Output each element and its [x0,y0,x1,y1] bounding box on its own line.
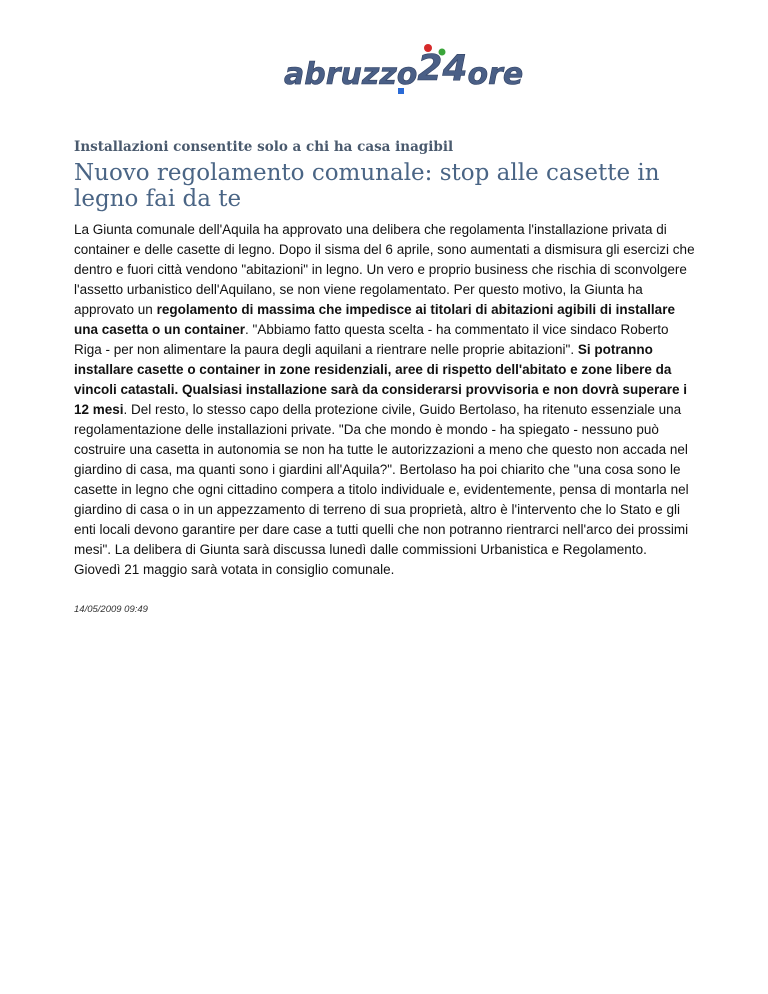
article-body [74,220,696,580]
logo-text-left: abruzzo [284,57,418,92]
logo-text-right: ore [467,57,524,92]
body-text-3: . Del resto, lo stesso capo della protezione civile, Guido Bertolaso, ha ritenuto essenziale una regolamentazione delle installazioni private. "Da che mondo è mondo - ha spiegato - nessuno può costruire una casetta in autonomia se non ha tutte le autorizzazioni a meno che questo non accada nel giardino di casa, ma quanti sono i giardini all'Aquila?". Bertolaso ha poi chiarito che "una cosa sono le casette in legno che ogni cittadino compera a titolo individuale e, evidentemente, pensa di montarla nel giardino di casa o in un appezzamento di terreno di sua proprietà, altro è l'intervento che lo Stato e gli enti locali devono garantire per dare case a tutti quelli che non potranno rientrarci nell'arco dei prossimi mesi". La delibera di Giunta sarà discussa lunedì dalle commissioni Urbanistica e Regolamento. Giovedì 21 maggio sarà votata in consiglio comunale. [74,402,689,577]
article [74,138,696,615]
svg-text:abruzzo24ore [284,48,523,92]
body-text-1: La Giunta comunale dell'Aquila ha approvato una delibera che regolamenta l'installazione privata di container e delle casette di legno. Dopo il sisma del 6 aprile, sono aumentati a dismisura gli esercizi che dentro e fuori città vendono "abitazioni" in legno. Un vero e proprio business che rischia di sconvolgere l'assetto urbanistico dell'Aquilano, se non viene regolamentato. Per questo motivo, la Giunta ha approvato un [74,222,695,317]
article-date: 14/05/2009 09:49 [74,604,148,615]
article-title: Nuovo regolamento comunale: stop alle casette in legno fai da te [74,160,660,212]
body-text-2: . "Abbiamo fatto questa scelta - ha commentato il vice sindaco Roberto Riga - per non alimentare la paura degli aquilani a rientrare nelle proprie abitazioni". [74,322,669,357]
abruzzo24ore-logo [282,40,524,100]
logo-text-num: 24 [417,48,468,89]
site-logo[interactable] [0,40,768,100]
article-kicker: Installazioni consentite solo a chi ha casa inagibil [74,139,454,155]
body-bold-2: Si potranno installare casette o container in zone residenziali, aree di rispetto dell'abitato e zone libere da vincoli catastali. Qualsiasi installazione sarà da considerarsi provvisoria e non dovrà superare i 12 mesi [74,342,687,417]
body-bold-1: regolamento di massima che impedisce ai titolari di abitazioni agibili di installare una casetta o un container [74,302,675,337]
